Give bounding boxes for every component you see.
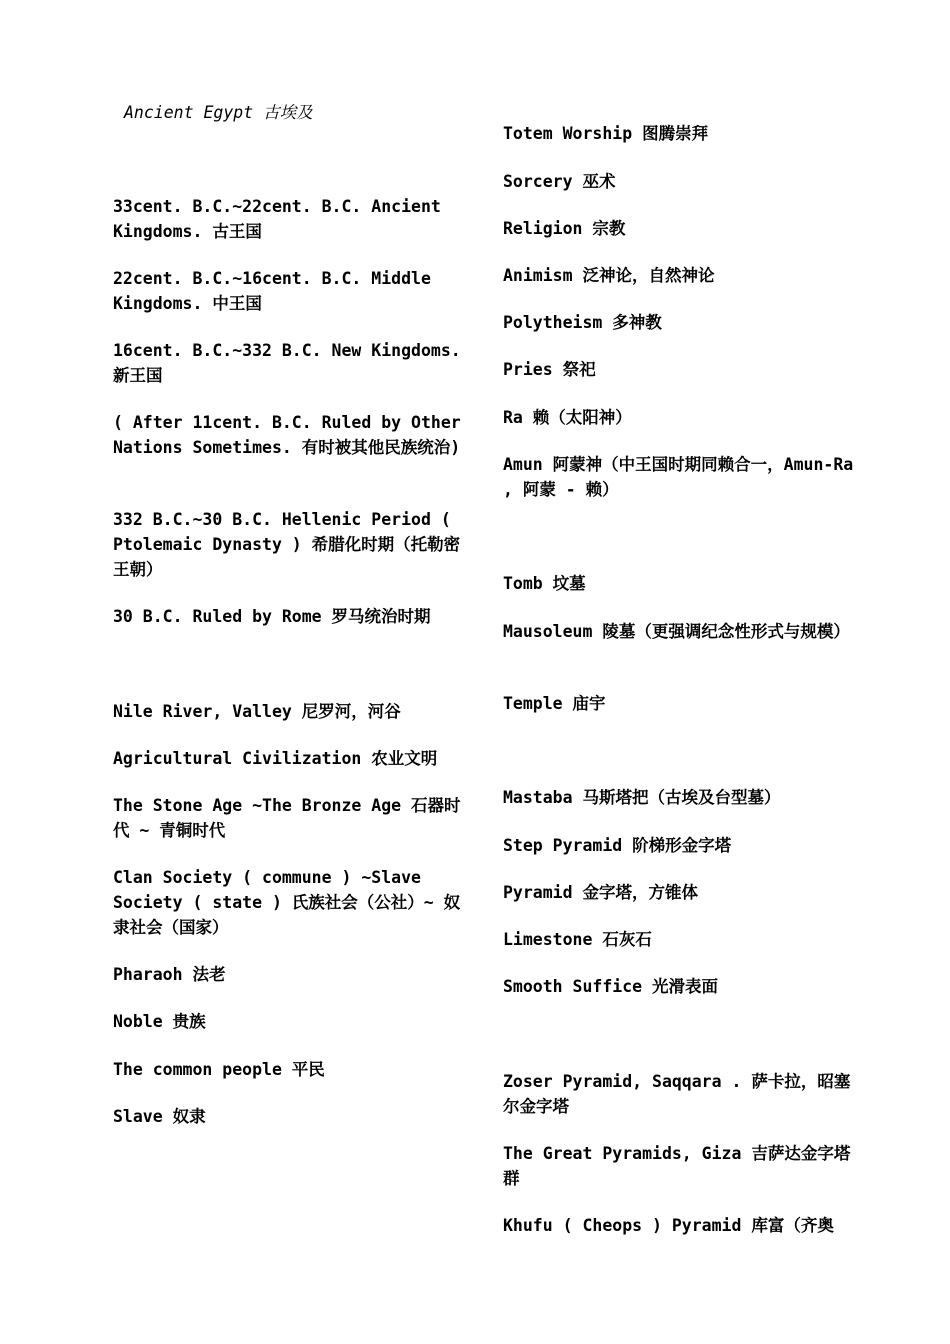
entry-totem-worship: Totem Worship 图腾崇拜 [503,124,709,143]
entry-mastaba: Mastaba 马斯塔把（古埃及台型墓） [503,788,781,807]
entry-rome: 30 B.C. Ruled by Rome 罗马统治时期 [113,607,431,626]
entry-middle-kingdoms: 22cent. B.C.~16cent. B.C. Middle Kingdoms. 中王国 [113,269,441,313]
entry-tomb: Tomb 坟墓 [503,574,586,593]
entry-other-nations: ( After 11cent. B.C. Ruled by Other Nations Sometimes. 有时被其他民族统治) [113,413,471,457]
entry-zoser-pyramid: Zoser Pyramid, Saqqara . 萨卡拉，昭塞尔金字塔 [503,1072,851,1116]
entry-pries: Pries 祭祀 [503,360,596,379]
entry-step-pyramid: Step Pyramid 阶梯形金字塔 [503,836,732,855]
entry-ra: Ra 赖（太阳神） [503,408,632,427]
entry-religion: Religion 宗教 [503,219,626,238]
entry-stone-bronze-age: The Stone Age ~The Bronze Age 石器时代 ~ 青铜时代 [113,796,461,840]
entry-polytheism: Polytheism 多神教 [503,313,662,332]
entry-hellenic-period: 332 B.C.~30 B.C. Hellenic Period ( Ptolemaic Dynasty ) 希腊化时期（托勒密王朝） [113,510,461,579]
entry-limestone: Limestone 石灰石 [503,930,652,949]
entry-noble: Noble 贵族 [113,1012,206,1031]
entry-animism: Animism 泛神论，自然神论 [503,266,715,285]
entry-slave: Slave 奴隶 [113,1107,206,1126]
entry-khufu-pyramid: Khufu ( Cheops ) Pyramid 库富（齐奥 [503,1216,834,1235]
entry-new-kingdoms: 16cent. B.C.~332 B.C. New Kingdoms. 新王国 [113,341,471,385]
entry-temple: Temple 庙宇 [503,694,606,713]
entry-nile: Nile River, Valley 尼罗河，河谷 [113,702,401,721]
entry-sorcery: Sorcery 巫术 [503,172,616,191]
document-title: Ancient Egypt 古埃及 [124,103,313,122]
entry-pharaoh: Pharaoh 法老 [113,965,226,984]
entry-ancient-kingdoms: 33cent. B.C.~22cent. B.C. Ancient Kingdoms. 古王国 [113,197,451,241]
entry-smooth-suffice: Smooth Suffice 光滑表面 [503,977,719,996]
entry-agricultural: Agricultural Civilization 农业文明 [113,749,438,768]
entry-clan-slave-society: Clan Society ( commune ) ~Slave Society ( state ) 氏族社会（公社）~ 奴隶社会（国家） [113,868,461,937]
entry-pyramid: Pyramid 金字塔，方锥体 [503,883,698,902]
entry-common-people: The common people 平民 [113,1060,325,1079]
entry-mausoleum: Mausoleum 陵墓（更强调纪念性形式与规模） [503,622,850,641]
entry-great-pyramids: The Great Pyramids, Giza 吉萨达金字塔群 [503,1144,851,1188]
entry-amun: Amun 阿蒙神（中王国时期同赖合一，Amun-Ra , 阿蒙 - 赖） [503,455,864,499]
